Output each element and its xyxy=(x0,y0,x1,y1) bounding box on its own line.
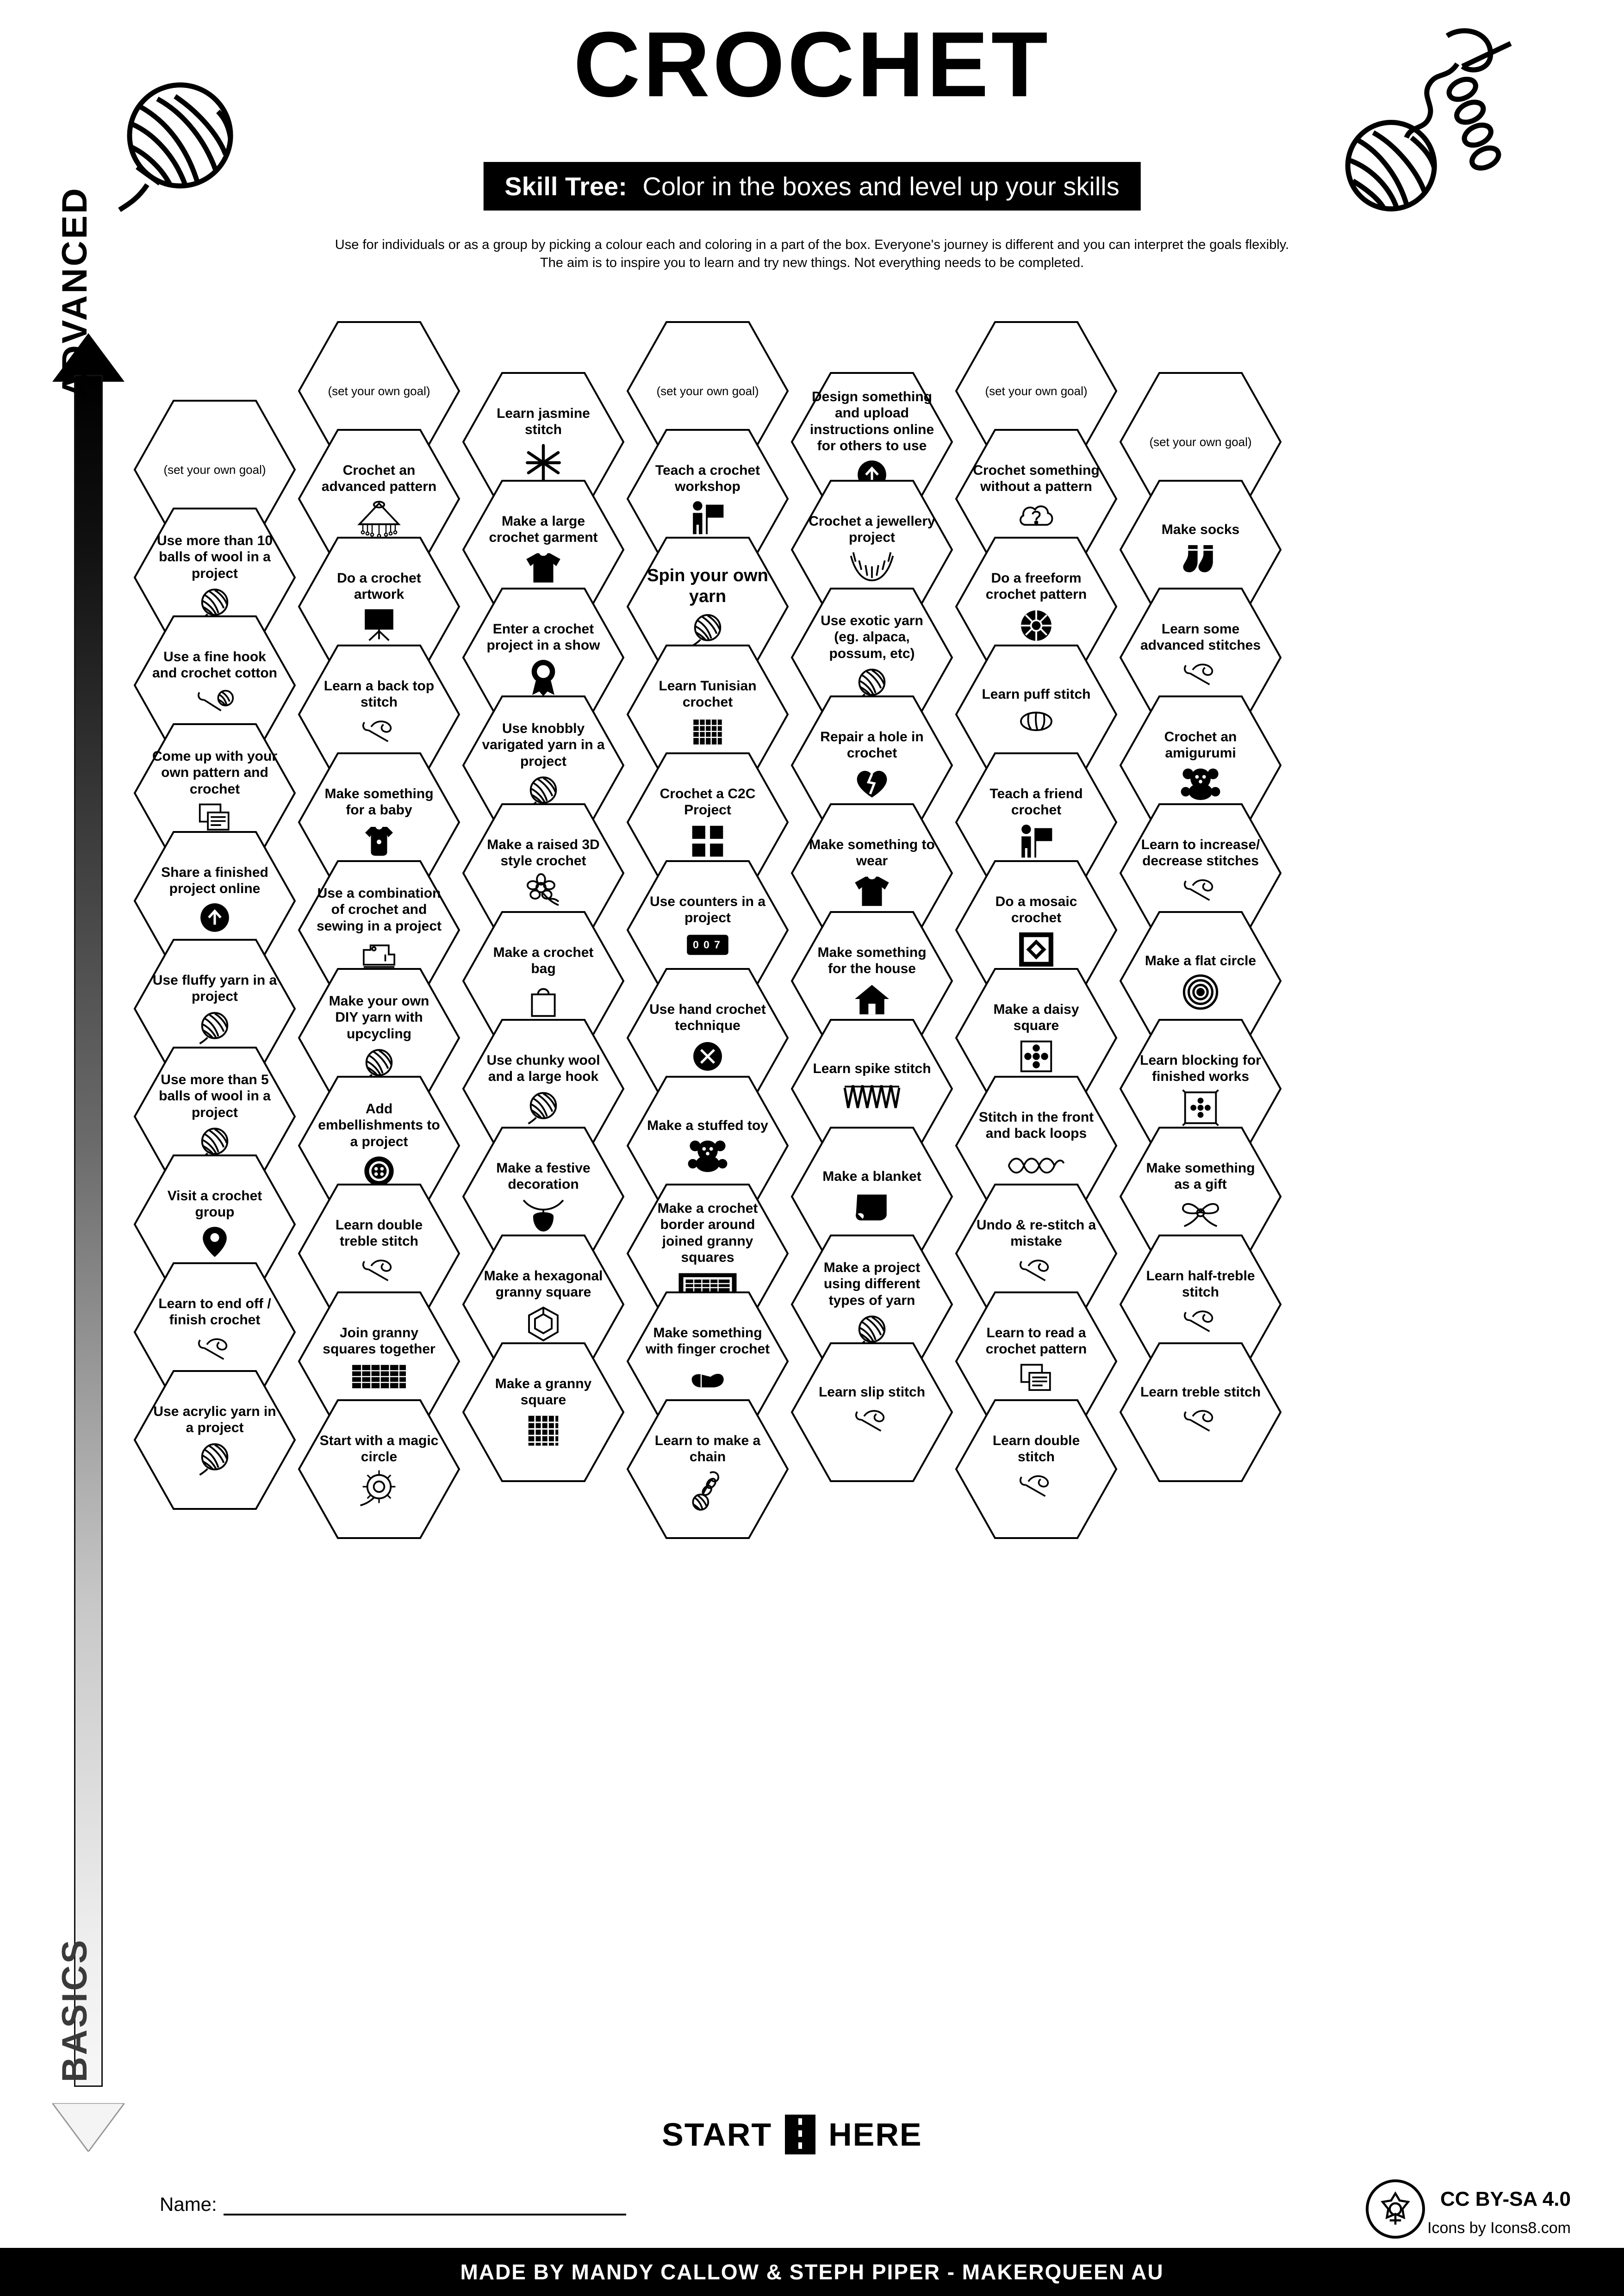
skill-hex-label: Make a large crochet garment xyxy=(489,513,598,545)
skill-hex-label: Use more than 10 balls of wool in a project xyxy=(156,533,273,581)
skill-hex-label: Learn to end off / finish crochet xyxy=(158,1296,271,1328)
skill-hex-label: Make socks xyxy=(1161,521,1240,537)
skill-hex-label: Make something with finger crochet xyxy=(645,1325,770,1357)
skill-hex-label: Make a granny square xyxy=(495,1376,592,1408)
skill-hex-label: Make your own DIY yarn with upcycling xyxy=(329,993,429,1042)
skill-hex-label: Make something for a baby xyxy=(324,786,434,818)
hook-stitch-icon xyxy=(296,1253,462,1287)
skill-hex-label: Design something and upload instructions online for others to use xyxy=(809,389,934,454)
necklace-icon xyxy=(789,550,955,590)
question-cloud-icon xyxy=(953,499,1119,534)
skill-hex-label: Do a freeform crochet pattern xyxy=(985,570,1087,602)
location-pin-icon xyxy=(132,1224,298,1262)
c2c-grid-icon xyxy=(625,822,790,863)
skill-hex-label: Learn treble stitch xyxy=(1140,1384,1261,1400)
skill-hex-label: Add embellishments to a project xyxy=(318,1101,440,1149)
upload-icon xyxy=(132,901,298,937)
pattern-sheets-icon xyxy=(953,1361,1119,1397)
skill-hex-label: Use counters in a project xyxy=(649,894,766,925)
puff-stitch-icon xyxy=(953,706,1119,739)
skill-hex-label: Use fluffy yarn in a project xyxy=(152,972,277,1004)
tunisian-swatch-icon xyxy=(625,714,790,752)
skill-hex-label: Use acrylic yarn in a project xyxy=(153,1403,276,1435)
skill-hex-label: Make something as a gift xyxy=(1146,1160,1255,1192)
gift-bow-icon xyxy=(1118,1197,1283,1231)
hook-stitch-icon xyxy=(1118,1304,1283,1338)
here-label: HERE xyxy=(828,2116,922,2153)
skill-hex-label: Spin your own yarn xyxy=(647,566,768,606)
skill-hex-label: Learn to increase/ decrease stitches xyxy=(1141,837,1260,869)
yarn-ball-icon xyxy=(460,1089,626,1127)
skill-hex-label: (set your own goal) xyxy=(163,462,266,477)
granny-square-icon xyxy=(460,1412,626,1452)
svg-text:7: 7 xyxy=(714,938,720,951)
skill-hex-label: Learn puff stitch xyxy=(982,686,1091,702)
start-label: START xyxy=(662,2116,772,2153)
tshirt-icon xyxy=(460,550,626,587)
skill-hex-label: Do a mosaic crochet xyxy=(995,894,1077,925)
skill-hex-label: Learn to make a chain xyxy=(654,1433,761,1464)
skill-hex-label: Stitch in the front and back loops xyxy=(978,1109,1094,1141)
skill-hex-label: Crochet an advanced pattern xyxy=(321,462,437,494)
skill-hex-label: Use more than 5 balls of wool in a project xyxy=(159,1072,271,1120)
skill-hex-label: Make a festive decoration xyxy=(496,1160,591,1192)
skill-hex-label: Come up with your own pattern and crochet xyxy=(152,749,277,797)
skill-hex-label: Crochet an amigurumi xyxy=(1164,729,1237,761)
pointing-finger-icon xyxy=(625,1361,790,1397)
credit-bar: MADE BY MANDY CALLOW & STEPH PIPER - MAKERQUEEN AU xyxy=(0,2248,1624,2296)
skill-hex-label: (set your own goal) xyxy=(328,384,430,398)
svg-text:0: 0 xyxy=(693,938,699,951)
hook-stitch-icon xyxy=(953,1469,1119,1503)
creative-commons-icon xyxy=(1366,2179,1425,2239)
skill-hex[interactable] xyxy=(789,1340,955,1484)
skill-hex-label: Use hand crochet technique xyxy=(649,1001,766,1033)
skill-hex-label: Make a crochet border around joined granny squares xyxy=(657,1201,758,1266)
skill-hex-label: (set your own goal) xyxy=(656,384,759,398)
skill-hex[interactable] xyxy=(1118,1340,1283,1484)
skill-hex-label: Learn double stitch xyxy=(992,1433,1080,1464)
skill-hex-label: Learn jasmine stitch xyxy=(497,405,590,437)
spike-stitch-icon xyxy=(789,1080,955,1115)
skill-hex-label: Crochet something without a pattern xyxy=(973,462,1100,494)
skill-hex-label: Make something for the house xyxy=(817,944,927,976)
yarn-ball-icon xyxy=(132,1440,298,1478)
skill-hex-label: Learn half-treble stitch xyxy=(1146,1268,1255,1300)
skill-hex-label: Make a blanket xyxy=(822,1168,921,1184)
skill-hex[interactable] xyxy=(460,1340,626,1484)
hook-stitch-icon xyxy=(953,1253,1119,1287)
socks-icon xyxy=(1118,541,1283,581)
start-here-marker xyxy=(662,2115,922,2154)
name-field[interactable] xyxy=(160,2193,626,2215)
license-block xyxy=(1427,2188,1571,2237)
baby-onesie-icon xyxy=(296,822,462,862)
skill-hex-label: Crochet a jewellery project xyxy=(809,513,935,545)
skill-hex-label: Repair a hole in crochet xyxy=(820,729,924,761)
skill-hex-label: Make a flat circle xyxy=(1145,953,1257,968)
skill-hex-label: Learn double treble stitch xyxy=(335,1217,423,1249)
skill-hex[interactable] xyxy=(296,1397,462,1541)
skill-hex-label: Learn a back top stitch xyxy=(324,678,435,710)
skill-hex-label: Make a crochet bag xyxy=(493,944,594,976)
skill-hex-label: Make a hexagonal granny square xyxy=(484,1268,603,1300)
skill-hex-label: (set your own goal) xyxy=(1149,434,1252,449)
freeform-flower-icon xyxy=(953,607,1119,647)
skill-hex-label: Use a fine hook and crochet cotton xyxy=(152,649,277,681)
skill-hex-label: Do a crochet artwork xyxy=(337,570,421,602)
name-label: Name: xyxy=(160,2193,217,2215)
skill-hex-label: Visit a crochet group xyxy=(167,1188,262,1220)
subtitle-text: Color in the boxes and level up your skills xyxy=(642,172,1120,201)
skill-hex-label: Learn spike stitch xyxy=(813,1061,931,1076)
hand-crochet-icon xyxy=(625,1038,790,1077)
name-write-line[interactable] xyxy=(224,2211,626,2215)
magic-circle-icon xyxy=(296,1469,462,1511)
skill-hex[interactable] xyxy=(132,1368,298,1512)
counter-icon xyxy=(625,930,790,962)
hook-stitch-icon xyxy=(789,1404,955,1438)
skill-hex[interactable] xyxy=(625,1397,790,1541)
skill-hex[interactable] xyxy=(953,1397,1119,1541)
skill-hex-label: (set your own goal) xyxy=(985,384,1088,398)
skill-hex-label: Use chunky wool and a large hook xyxy=(486,1052,600,1084)
skill-hex-label: Make a project using different types of yarn xyxy=(823,1260,921,1308)
svg-text:0: 0 xyxy=(703,938,709,951)
hook-stitch-icon xyxy=(1118,658,1283,691)
skill-hex-label: Make something to wear xyxy=(809,837,935,869)
teddy-icon xyxy=(625,1137,790,1176)
loops-stitch-icon xyxy=(953,1146,1119,1179)
skill-hex-label: Learn Tunisian crochet xyxy=(659,678,757,710)
license-label: CC BY-SA 4.0 xyxy=(1440,2188,1571,2210)
skill-hex-label: Use a combination of crochet and sewing in a project xyxy=(316,886,442,934)
hook-stitch-icon xyxy=(1118,873,1283,907)
road-icon xyxy=(785,2115,815,2154)
tshirt-icon xyxy=(789,873,955,911)
skill-hex-label: Share a finished project online xyxy=(161,864,268,896)
hook-stitch-icon xyxy=(132,1332,298,1366)
hook-yarn-icon xyxy=(132,685,298,720)
teddy-icon xyxy=(1118,765,1283,804)
skill-hex-label: Start with a magic circle xyxy=(319,1433,439,1464)
skill-hex-label: Learn some advanced stitches xyxy=(1140,621,1261,653)
mosaic-square-icon xyxy=(953,930,1119,971)
icons-credit-label: Icons by Icons8.com xyxy=(1427,2219,1571,2237)
mending-heart-icon xyxy=(789,765,955,804)
chain-hook-icon xyxy=(625,1469,790,1514)
skill-hex-label: Make a stuffed toy xyxy=(647,1117,768,1133)
bauble-icon xyxy=(460,1197,626,1238)
circle-rings-icon xyxy=(1118,973,1283,1014)
skill-hex-label: Learn to read a crochet pattern xyxy=(985,1325,1087,1357)
skill-hex-label: Enter a crochet project in a show xyxy=(486,621,600,653)
hook-stitch-icon xyxy=(1118,1404,1283,1438)
daisy-square-icon xyxy=(953,1038,1119,1077)
subtitle-label: Skill Tree: xyxy=(504,172,627,201)
skill-hex-label: Use knobbly varigated yarn in a project xyxy=(482,721,605,769)
skill-hex-label: Teach a crochet workshop xyxy=(655,462,760,494)
skill-hex-label: Teach a friend crochet xyxy=(989,786,1083,818)
flower-icon xyxy=(460,873,626,912)
easel-icon xyxy=(296,607,462,645)
skill-hex-label: Learn slip stitch xyxy=(818,1384,926,1400)
yarn-ball-icon xyxy=(132,1009,298,1047)
bag-icon xyxy=(460,981,626,1022)
hexagon-icon xyxy=(460,1304,626,1347)
skill-hex-label: Join granny squares together xyxy=(323,1325,436,1357)
house-icon xyxy=(789,981,955,1019)
hook-stitch-icon xyxy=(296,714,462,748)
presentation-icon xyxy=(625,499,790,540)
skill-hex-label: Use exotic yarn (eg. alpaca, possum, etc) xyxy=(821,613,923,661)
skill-hex-label: Learn blocking for finished works xyxy=(1140,1052,1261,1084)
blocking-icon xyxy=(1118,1089,1283,1129)
axis-label-basics: BASICS xyxy=(55,1938,94,2082)
page-title: CROCHET xyxy=(573,13,1051,116)
presentation-icon xyxy=(953,822,1119,863)
axis-label-advanced: ADVANCED xyxy=(55,186,94,398)
award-ribbon-icon xyxy=(460,658,626,700)
granny-squares-joined-icon xyxy=(296,1361,462,1394)
skill-hex-label: Make a raised 3D style crochet xyxy=(487,837,600,869)
skill-hex-label: Crochet a C2C Project xyxy=(660,786,756,818)
blanket-icon xyxy=(789,1188,955,1227)
intro-paragraph: Use for individuals or as a group by picking a colour each and coloring in a part of the box. Everyone's journey is different and you can interpret the goals flexibly. The aim is to inspire you to learn and try new things. Not everything needs to be completed. xyxy=(335,237,1289,271)
skill-hex-label: Make a daisy square xyxy=(993,1001,1079,1033)
skill-hex-label: Undo & re-stitch a mistake xyxy=(976,1217,1096,1249)
